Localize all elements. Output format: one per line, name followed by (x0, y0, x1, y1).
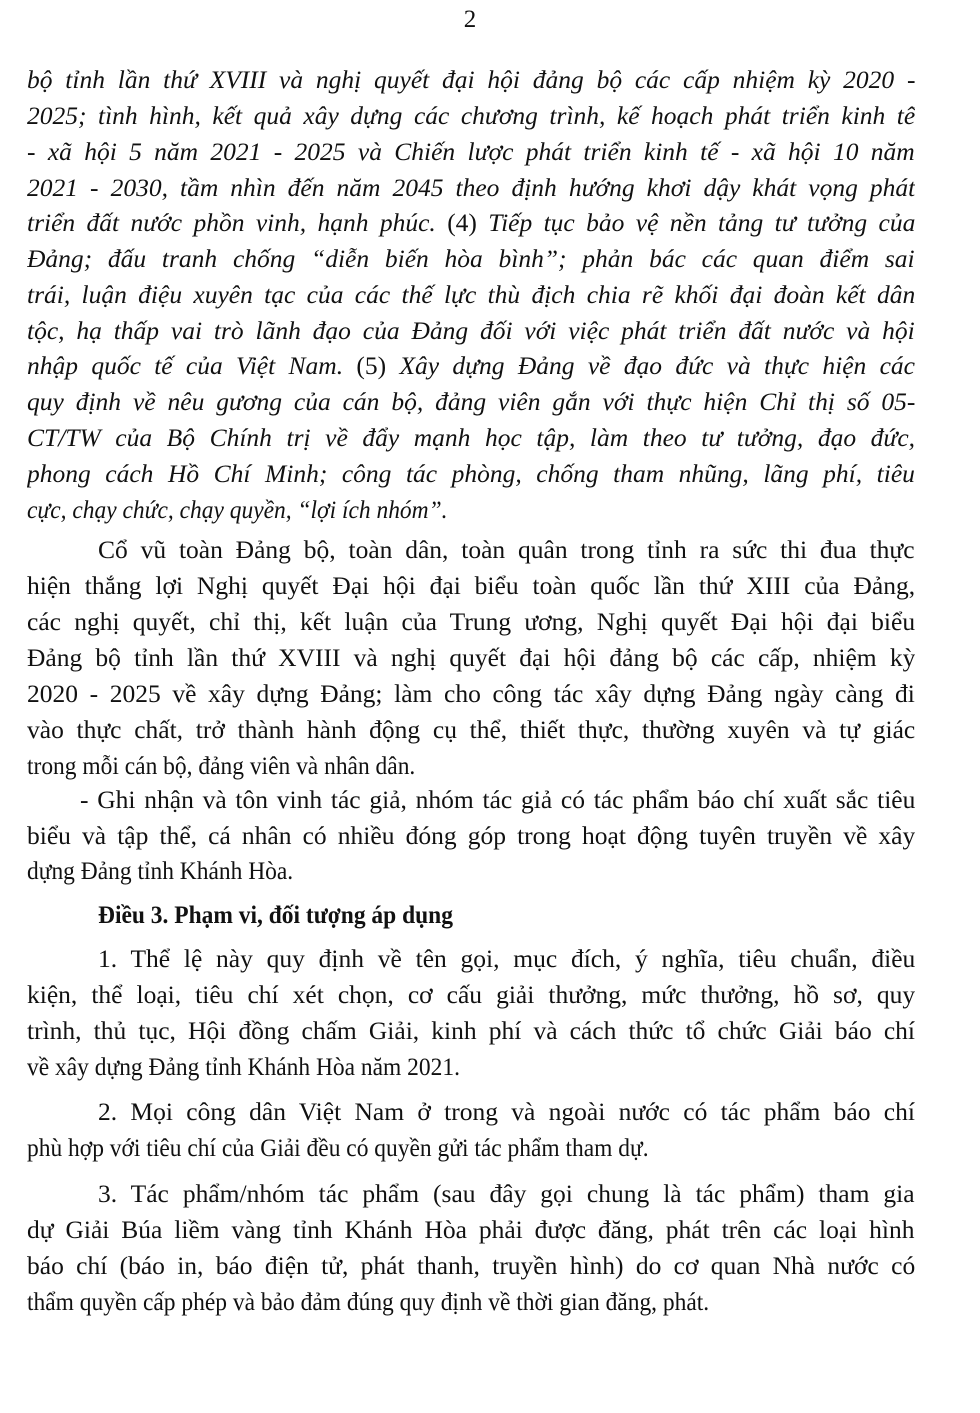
text-line: các nghị quyết, chỉ thị, kết luận của Trung ương, Nghị quyết Đại hội đại biểu (27, 607, 915, 636)
text-line: - Ghi nhận và tôn vinh tác giả, nhóm tác giả có tác phẩm báo chí xuất sắc tiêu (80, 785, 915, 814)
italic-text-segment: Tiếp tục bảo vệ nền tảng tư tưởng của (488, 208, 915, 237)
text-line: về xây dựng Đảng tỉnh Khánh Hòa năm 2021. (27, 1052, 460, 1081)
text-line: vào thực chất, trở thành hành động cụ thể, thiết thực, thường xuyên và tự giác (27, 715, 915, 744)
text-line: thẩm quyền cấp phép và bảo đảm đúng quy định về thời gian đăng, phát. (27, 1287, 710, 1316)
italic-text-segment: trái, luận điệu xuyên tạc của các thế lực thù địch chia rẽ khối đại đoàn kết dân (27, 280, 915, 309)
text-line (27, 277, 915, 313)
text-line: phù hợp với tiêu chí của Giải đều có quyền gửi tác phẩm tham dự. (27, 1133, 649, 1162)
text-line: hiện thắng lợi Nghị quyết Đại hội đại biểu toàn quốc lần thứ XIII của Đảng, (27, 571, 915, 600)
italic-text-segment: quy định về nêu gương của cán bộ, đảng viên gắn với thực hiện Chỉ thị số 05- (27, 387, 915, 416)
text-line: Cổ vũ toàn Đảng bộ, toàn dân, toàn quân trong tỉnh ra sức thi đua thực (98, 535, 915, 564)
page-number: 2 (463, 6, 477, 33)
italic-text-segment: tộc, hạ thấp vai trò lãnh đạo của Đảng đối với việc phát triển đất nước và hội (27, 316, 915, 345)
italic-text-segment: Đảng; đấu tranh chống “diễn biến hòa bình”; phản bác các quan điểm sai (27, 244, 915, 273)
text-line (27, 384, 915, 420)
text-line: 3. Tác phẩm/nhóm tác phẩm (sau đây gọi chung là tác phẩm) tham gia (98, 1179, 915, 1208)
text-segment: (4) (447, 208, 489, 237)
text-line: kiện, thể loại, tiêu chí xét chọn, cơ cấu giải thưởng, mức thưởng, hồ sơ, quy (27, 980, 915, 1009)
text-line (27, 170, 915, 206)
italic-text-segment: nhập quốc tế của Việt Nam. (27, 351, 357, 380)
text-line: biểu và tập thể, cá nhân có nhiều đóng góp trong hoạt động tuyên truyền về xây (27, 821, 915, 850)
text-line: 2020 - 2025 về xây dựng Đảng; làm cho công tác xây dựng Đảng ngày càng đi (27, 679, 915, 708)
italic-text-segment: phong cách Hồ Chí Minh; công tác phòng, chống tham nhũng, lãng phí, tiêu (27, 459, 915, 488)
italic-text-segment: CT/TW của Bộ Chính trị về đẩy mạnh học tập, làm theo tư tưởng, đạo đức, (27, 423, 915, 452)
text-line: Đảng bộ tỉnh lần thứ XVIII và nghị quyết đại hội đảng bộ các cấp, nhiệm kỳ (27, 643, 915, 672)
text-line (27, 205, 915, 241)
text-line (27, 98, 915, 134)
text-line: dự Giải Búa liềm vàng tỉnh Khánh Hòa phải được đăng, phát trên các loại hình (27, 1215, 915, 1244)
text-line (27, 420, 915, 456)
text-line (27, 492, 915, 528)
text-line: trong mỗi cán bộ, đảng viên và nhân dân. (27, 751, 416, 780)
italic-text-segment: cực, chạy chức, chạy quyền, “lợi ích nhóm”. (27, 495, 448, 524)
text-line: báo chí (báo in, báo điện tử, phát thanh, truyền hình) do cơ quan Nhà nước có (27, 1251, 915, 1280)
text-line: 2. Mọi công dân Việt Nam ở trong và ngoài nước có tác phẩm báo chí (98, 1097, 915, 1126)
text-line: 1. Thể lệ này quy định về tên gọi, mục đích, ý nghĩa, tiêu chuẩn, điều (98, 944, 915, 973)
text-line: dựng Đảng tỉnh Khánh Hòa. (27, 856, 294, 885)
italic-text-segment: Xây dựng Đảng về đạo đức và thực hiện các (399, 351, 915, 380)
text-segment: (5) (356, 351, 400, 380)
italic-text-segment: 2025; tình hình, kết quả xây dựng các chương trình, kế hoạch phát triển kinh tế (27, 101, 915, 130)
italic-text-segment: - xã hội 5 năm 2021 - 2025 và Chiến lược phát triển kinh tế - xã hội 10 năm (27, 137, 915, 166)
text-line (27, 134, 915, 170)
italic-text-segment: triển đất nước phồn vinh, hạnh phúc. (27, 208, 448, 237)
text-line (27, 241, 915, 277)
italic-text-segment: bộ tỉnh lần thứ XVIII và nghị quyết đại hội đảng bộ các cấp nhiệm kỳ 2020 - (27, 65, 915, 94)
text-line (27, 313, 915, 349)
text-line (27, 456, 915, 492)
article-3-heading: Điều 3. Phạm vi, đối tượng áp dụng (98, 900, 453, 929)
italic-text-segment: 2021 - 2030, tầm nhìn đến năm 2045 theo định hướng khơi dậy khát vọng phát (27, 173, 915, 202)
text-line (27, 348, 915, 384)
text-line: trình, thủ tục, Hội đồng chấm Giải, kinh phí và cách thức tổ chức Giải báo chí (27, 1016, 915, 1045)
text-line (27, 62, 915, 98)
